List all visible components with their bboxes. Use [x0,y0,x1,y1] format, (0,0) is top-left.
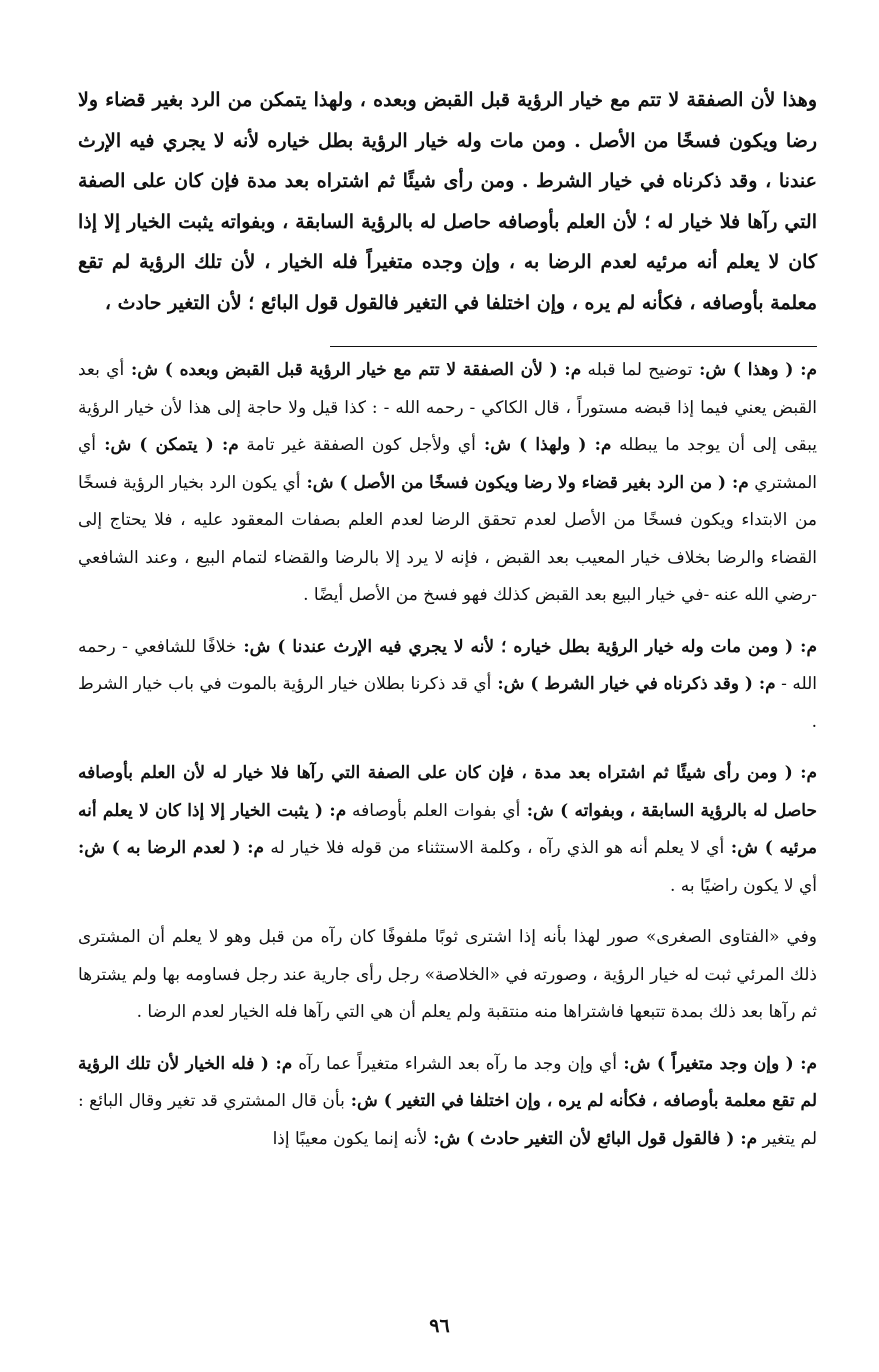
matn-quote: م: ( لعدم الرضا به ) ش: [78,838,265,858]
sharh-text: أي بعد القبض يعني فيما إذا قبضه مستوراً ، قال الكاكي - رحمه الله - : كذا قيل ولا حاجة إلى هذا لأن خيار الرؤية يبقى إلى أن يوجد ما يبطله [78,360,817,455]
matn-quote: م: ( ومن رأى شيئًا ثم اشتراه بعد مدة ، فإن كان على الصفة التي رآها فلا خيار له لأن العلم بأوصافه حاصل له بالرؤية السابقة ، وبفواته ) ش: [78,763,817,821]
matn-quote: م: ( ومن مات وله خيار الرؤية بطل خياره ؛ لأنه لا يجري فيه الإرث عندنا ) ش: [236,636,817,657]
matn-quote: م: ( يثبت الخيار إلا إذا كان لا يعلم أنه مرئيه ) ش: [78,800,818,858]
footnote-divider [330,346,817,347]
sharh-text: أي بفوات العلم بأوصافه [346,800,521,821]
sharh-text: أي لا يعلم أنه هو الذي رآه ، وكلمة الاستثناء من قوله فلا خيار له [264,838,725,858]
page-number: ٩٦ [429,1315,450,1337]
commentary-paragraph [78,755,817,905]
sharh-text: أي ولأجل كون الصفقة غير تامة [238,435,476,455]
sharh-text: خلافًا للشافعي - رحمه الله - [78,636,818,694]
sharh-text: أي يكون الرد بخيار الرؤية فسخًا من الابتداء ويكون فسخًا من الأصل لعدم تحقق الرضا لعدم العلم بصفات المعقود عليه ، فلا يحتاج إلى القضاء والرضا بخلاف خيار المعيب بعد القبض ، فإنه لا يرد إلا بالرضا والقضاء لتمام البيع ، وعند الشافعي -رضي الله عنه -في خيار البيع بعد القبض كذلك فهو فسخ من الأصل أيضًا . [78,472,817,605]
matn-quote: م: ( وهذا ) ش: [692,360,818,380]
sharh-text: أي المشتري [78,435,818,493]
main-text-paragraph: وهذا لأن الصفقة لا تتم مع خيار الرؤية قبل القبض وبعده ، ولهذا يتمكن من الرد بغير قضاء ولا رضا ويكون فسخًا من الأصل . ومن مات وله خيار الرؤية بطل خياره لأنه لا يجري فيه الإرث عندنا ، وقد ذكرناه في خيار الشرط . ومن رأى شيئًا ثم اشتراه بعد مدة فإن كان على الصفة التي رآها فلا خيار له ؛ لأن العلم بأوصافه حاصل له بالرؤية السابقة ، وبفواته يثبت الخيار إلا إذا كان لا يعلم أنه مرئيه لعدم الرضا به ، وإن وجده متغيراً فله الخيار ، لأن تلك الرؤية لم تقع معلمة بأوصافه ، فكأنه لم يره ، وإن اختلفا في التغير فالقول قول البائع ؛ لأن التغير حادث ، [78,89,817,314]
commentary-paragraph [78,629,817,742]
main-text-block [78,80,817,323]
sharh-text: أي قد ذكرنا بطلان خيار الرؤية بالموت في باب خيار الشرط . [78,674,817,732]
sharh-text: أي لا يكون راضيًا به . [669,875,817,896]
commentary-paragraph [78,352,817,615]
matn-quote: م: ( فالقول قول البائع لأن التغير حادث ) ش: [427,1128,758,1149]
matn-quote: م: ( فله الخيار لأن تلك الرؤية لم تقع معلمة بأوصافه ، فكأنه لم يره ، وإن اختلفا في التغير ) ش: [78,1053,818,1111]
matn-quote: م: ( لأن الصفقة لا تتم مع خيار الرؤية قبل القبض وبعده ) ش: [124,360,582,380]
matn-quote: م: ( وقد ذكرناه في خيار الشرط ) ش: [491,674,776,694]
matn-quote: م: ( ولهذا ) ش: [475,435,612,455]
commentary-block [78,352,817,1172]
sharh-text: لأنه إنما يكون معيبًا إذا [272,1128,428,1149]
matn-quote: م: ( وإن وجد متغيراً ) ش: [616,1053,817,1074]
sharh-text: توضيح لما قبله [581,360,693,380]
matn-quote: م: ( يتمكن ) ش: [96,435,239,455]
sharh-text: أي وإن وجد ما رآه بعد الشراء متغيراً عما رآه [292,1053,617,1074]
commentary-paragraph [78,919,817,1032]
commentary-paragraph [78,1046,817,1159]
sharh-text: بأن قال المشتري قد تغير وقال البائع : لم يتغير [78,1091,817,1149]
matn-quote: م: ( من الرد بغير قضاء ولا رضا ويكون فسخًا من الأصل ) ش: [300,472,749,493]
sharh-text: وفي «الفتاوى الصغرى» صور لهذا بأنه إذا اشترى ثوبًا ملفوفًا كان رآه من قبل وهو لا يعلم أن المشترى ذلك المرئي ثبت له خيار الرؤية ، وصورته في «الخلاصة» رجل رأى جارية عند رجل فساومه بها ولم يشترها ثم رآها بعد ذلك بمدة تتبعها فاشتراها منه منتقبة ولم يعلم أن هي التي رآها فله الخيار لعدم الرضا . [78,927,817,1022]
